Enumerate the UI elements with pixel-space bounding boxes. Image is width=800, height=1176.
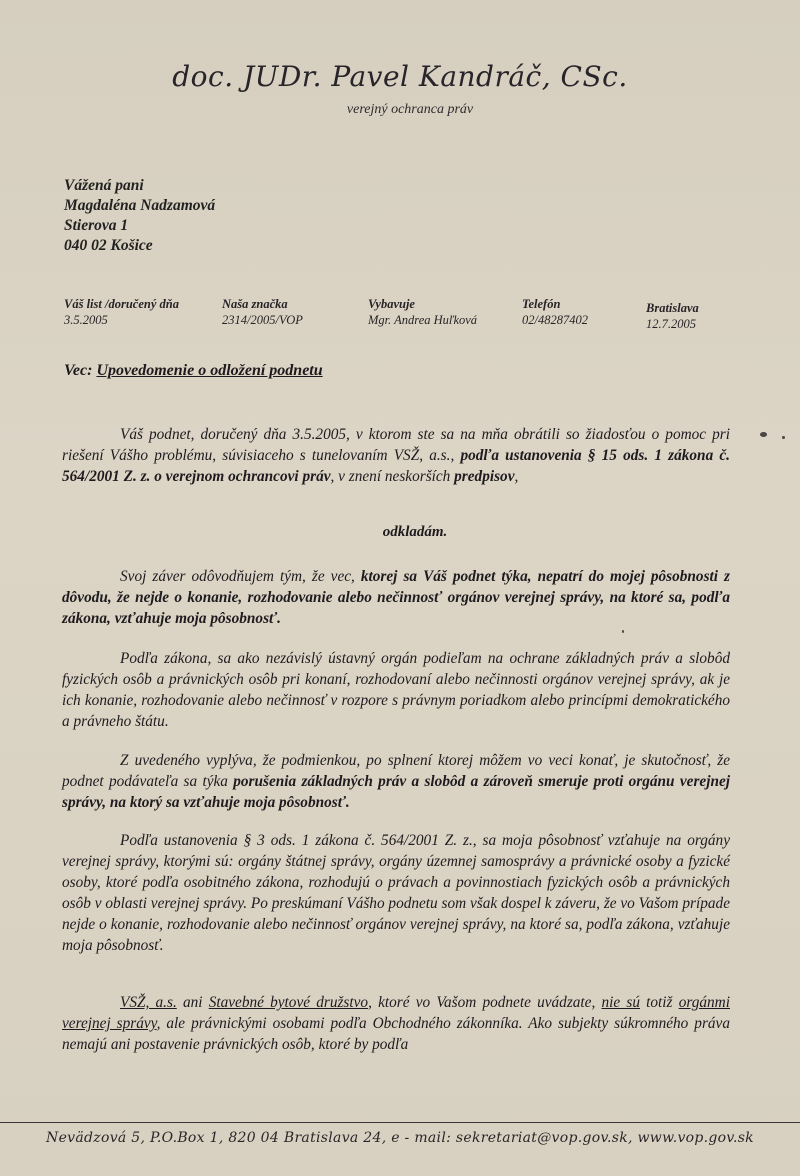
paragraph-3 <box>62 648 730 732</box>
p6-vsz: VSŽ, a.s. <box>120 994 177 1011</box>
footer-divider <box>0 1122 800 1123</box>
subject-prefix: Vec: <box>64 362 93 379</box>
scan-speck <box>782 436 785 439</box>
ref-phone-value: 02/48287402 <box>522 313 588 327</box>
ref-our-reference-value: 2314/2005/VOP <box>222 313 303 327</box>
ref-letter-date-label: Váš list /doručený dňa <box>64 297 179 311</box>
ref-place-date <box>646 300 699 332</box>
paragraph-2 <box>62 566 730 629</box>
ref-handled-by-value: Mgr. Andrea Huľková <box>368 313 478 327</box>
subject-text: Upovedomenie o odložení podnetu <box>96 362 323 379</box>
p6-text-2: , ktoré vo Vašom podnete uvádzate, <box>368 994 602 1011</box>
ref-letter-date <box>64 296 179 328</box>
p6-nie-su: nie sú <box>601 994 640 1011</box>
subject-line <box>64 362 323 380</box>
scan-speck <box>622 630 624 633</box>
recipient-line: Magdaléna Nadzamová <box>64 197 216 214</box>
ref-our-reference-label: Naša značka <box>222 297 288 311</box>
ref-phone-label: Telefón <box>522 297 561 311</box>
recipient-line: 040 02 Košice <box>64 237 153 254</box>
recipient-line: Stierova 1 <box>64 217 129 234</box>
p6-public-bodies: orgánmi verejnej správy <box>62 994 730 1032</box>
ref-place-label: Bratislava <box>646 301 699 315</box>
ref-place-date-value: 12.7.2005 <box>646 317 696 331</box>
p1-predpisov: predpisov <box>454 468 515 485</box>
paragraph-5 <box>62 830 730 956</box>
footer-contact: Nevädzová 5, P.O.Box 1, 820 04 Bratislava 24, e - mail: sekretariat@vop.gov.sk, www.vop.gov.sk <box>46 1130 754 1146</box>
letterhead-title: verejný ochranca práv <box>346 102 474 117</box>
paragraph-1 <box>62 424 730 487</box>
recipient-line: Vážená pani <box>64 177 144 194</box>
ref-handled-by-label: Vybavuje <box>368 297 415 311</box>
p4-text: Z uvedeného vyplýva, že podmienkou, po splnení ktorej môžem vo veci konať, je skutočnosť, že podnet podávateľa sa týka <box>62 752 730 790</box>
p5-text: Podľa ustanovenia § 3 ods. 1 zákona č. 564/2001 Z. z., sa moja pôsobnosť vzťahuje na orgány verejnej správy, ktorými sú: orgány štátnej správy, orgány územnej samosprávy a právnické osoby a fyzické osoby, ktoré podľa osobitného zákona, rozhodujú o právach a povinnostiach fyzických osôb a právnických osôb v oblasti verejnej správy. Po preskúmaní Vášho podnetu som však dospel k záveru, že vo Vašom prípade nejde o konanie, rozhodovanie alebo nečinnosť orgánov verejnej správy, na ktoré sa, podľa zákona, vzťahuje moja pôsobnosť. <box>62 832 730 954</box>
p4-emphasis: porušenia základných práv a slobôd a zároveň smeruje proti orgánu verejnej správy, na ktorý sa vzťahuje moja pôsobnosť. <box>62 773 730 811</box>
p2-text: Svoj záver odôvodňujem tým, že vec, <box>120 568 361 585</box>
ref-our-reference <box>222 296 303 328</box>
scan-speck <box>760 432 767 437</box>
decision-word: odkladám. <box>382 524 448 540</box>
p1-comma: , <box>514 468 519 485</box>
p2-emphasis: ktorej sa Váš podnet týka, nepatrí do mojej pôsobnosti z dôvodu, že nejde o konanie, rozhodovanie alebo nečinnosť orgánov verejnej správy, na ktoré sa, podľa zákona, vzťahuje moja pôsobnosť. <box>62 568 730 627</box>
ref-letter-date-value: 3.5.2005 <box>64 313 108 327</box>
p1-text: Váš podnet, doručený dňa 3.5.2005, v ktorom ste sa na mňa obrátili so žiadosťou o pomoc pri riešení Vášho problému, súvisiaceho s tunelovaním VSŽ, a.s., <box>62 426 730 464</box>
letterhead-name: doc. JUDr. Pavel Kandráč, CSc. <box>172 60 628 93</box>
p6-cooperative: Stavebné bytové družstvo <box>208 994 369 1011</box>
paragraph-4 <box>62 750 730 813</box>
p6-text: ani <box>176 994 209 1011</box>
ref-handled-by <box>368 296 477 328</box>
p6-text-4: , ale právnickými osobami podľa Obchodného zákonníka. Ako subjekty súkromného práva nemajú ani postavenie právnických osôb, ktoré by podľa <box>62 1015 730 1053</box>
p6-text-3: totiž <box>639 994 679 1011</box>
recipient-address <box>64 176 215 256</box>
p1-legal-basis: podľa ustanovenia § 15 ods. 1 zákona č. 564/2001 Z. z. o verejnom ochrancovi práv <box>62 447 730 485</box>
paragraph-6 <box>62 992 730 1055</box>
p1-text-cont: , v znení neskorších <box>330 468 455 485</box>
ref-phone <box>522 296 588 328</box>
p3-text: Podľa zákona, sa ako nezávislý ústavný orgán podieľam na ochrane základných práv a slobôd fyzických osôb a právnických osôb pri konaní, rozhodovaní alebo nečinnosti orgánov verejnej správy, ak je ich konanie, rozhodovanie alebo nečinnosť v rozpore s právnym poriadkom alebo princípmi demokratického a právneho štátu. <box>62 650 730 730</box>
